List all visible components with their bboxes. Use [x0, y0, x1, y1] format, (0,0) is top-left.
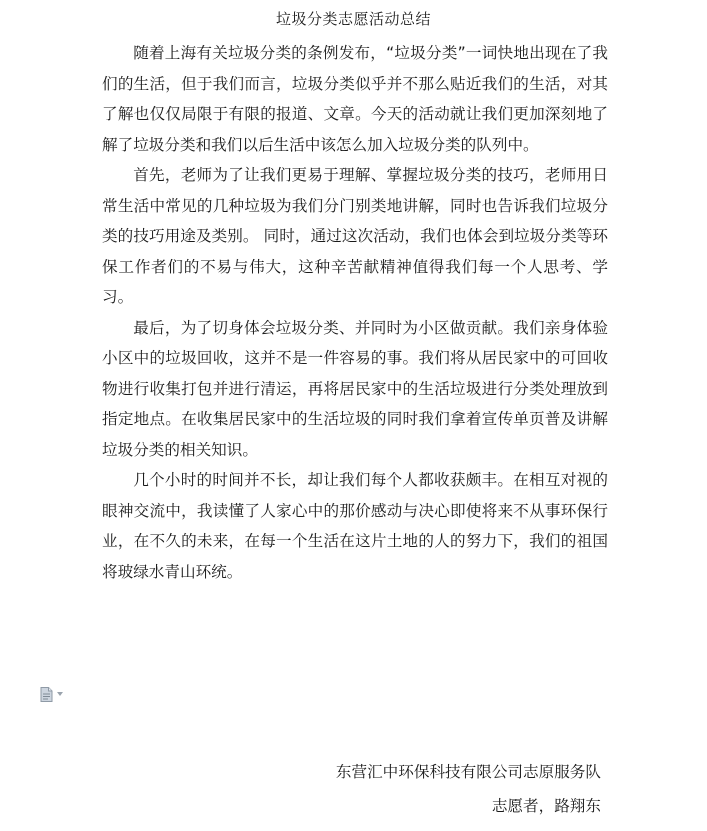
- margin-document-menu[interactable]: [40, 686, 70, 702]
- paragraph-teaching: 首先，老师为了让我们更易于理解、掌握垃圾分类的技巧，老师用日常生活中常见的几种垃圾为我们分门别类地讲解，同时也告诉我们垃圾分类的技巧用途及类别。 同时，通过这次活动，我们也体会到垃圾分类等环保工作者们的不易与伟大，这种辛苦献精神值得我们每一个人思考、学习。: [102, 166, 608, 306]
- signature-organization: 东营汇中环保科技有限公司志原服务队: [335, 763, 601, 781]
- document-title: 垃圾分类志愿活动总结: [275, 10, 431, 28]
- paragraph-conclusion: 几个小时的时间并不长，却让我们每个人都收获颇丰。在相互对视的眼神交流中，我读懂了人家心中的那价感动与决心即使将来不从事环保行业，在不久的未来，在每一个生活在这片土地的人的努力下，我们的祖国将玻绿水青山环统。: [102, 471, 608, 581]
- document-body: [102, 38, 608, 587]
- paragraph-intro: 随着上海有关垃圾分类的条例发布，“垃圾分类”一词快地出现在了我们的生活，但于我们而言，垃圾分类似乎并不那么贴近我们的生活，对其了解也仅仅局限于有限的报道、文章。今天的活动就让我们更加深刻地了解了垃圾分类和我们以后生活中该怎么加入垃圾分类的队列中。: [102, 44, 608, 154]
- signature-volunteer: 志愿者，路翔东: [491, 797, 601, 815]
- chevron-down-icon[interactable]: [57, 692, 63, 696]
- paragraph-practice: 最后，为了切身体会垃圾分类、并同时为小区做贡献。我们亲身体验小区中的垃圾回收，这并不是一件容易的事。我们将从居民家中的可回收物进行收集打包并进行清运，再将居民家中的生活垃圾进行分类处理放到指定地点。在收集居民家中的生活垃圾的同时我们拿着宣传单页普及讲解垃圾分类的相关知识。: [102, 318, 608, 459]
- document-comment-icon: [40, 687, 53, 702]
